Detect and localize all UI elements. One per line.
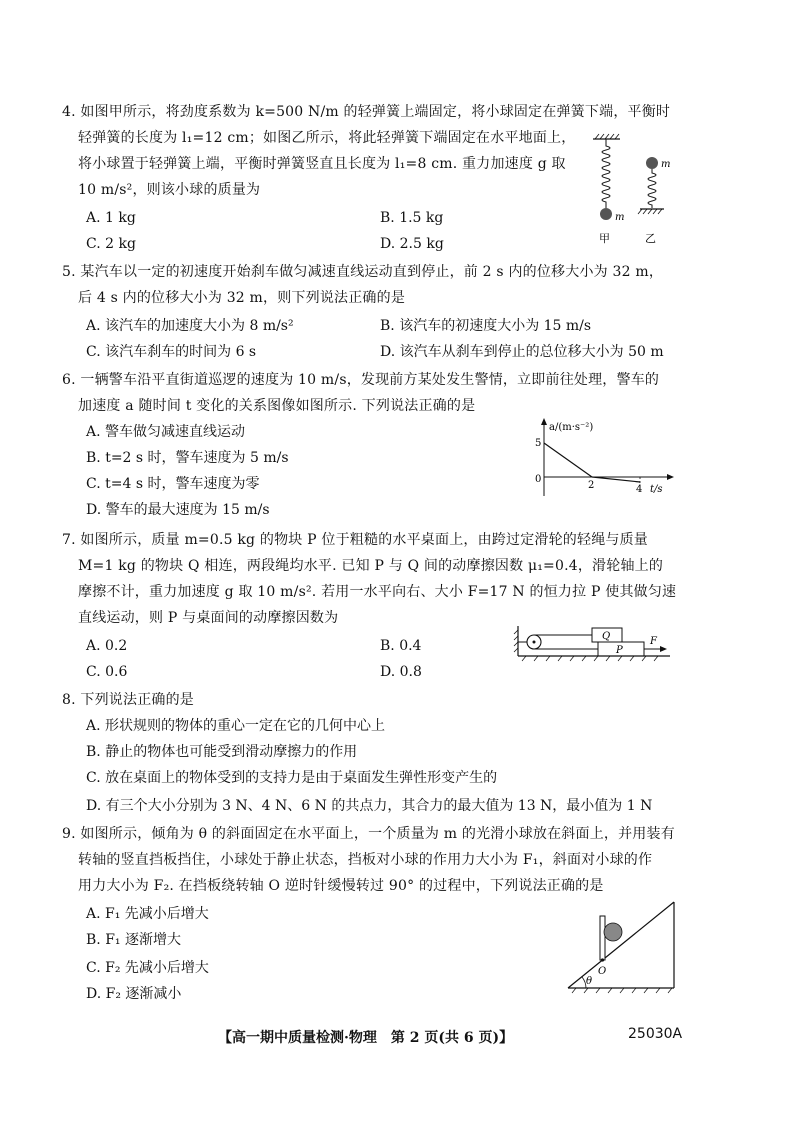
q7-fig-f-label: F	[650, 636, 657, 647]
q4-line-3: 将小球置于轻弹簧上端，平衡时弹簧竖直且长度为 l₁=8 cm. 重力加速度 g 取	[78, 156, 566, 172]
q6-line-2: 加速度 a 随时间 t 变化的关系图像如图所示. 下列说法正确的是	[78, 398, 476, 414]
q7-line-1: 7. 如图所示，质量 m=0.5 kg 的物块 P 位于粗糙的水平桌面上，由跨过定滑轮的轻绳与质量	[62, 532, 648, 548]
q8-line-1: 8. 下列说法正确的是	[62, 692, 195, 708]
q7-pulley-figure	[512, 620, 672, 664]
q6-line-1: 6. 一辆警车沿平直街道巡逻的速度为 10 m/s，发现前方某处发生警情，立即前往处理，警车的	[62, 372, 660, 388]
q7-fig-p-label: P	[616, 645, 623, 656]
q4-line-2: 轻弹簧的长度为 l₁=12 cm；如图乙所示，将此轻弹簧下端固定在水平地面上，	[78, 130, 576, 146]
q4-fig-ball-a-label: m	[615, 212, 625, 223]
q6-option-d: D. 警车的最大速度为 15 m/s	[86, 502, 270, 518]
ball-b-icon	[646, 157, 658, 169]
ball-a-icon	[600, 208, 612, 220]
q7-fig-q-label: Q	[602, 631, 611, 642]
q4-fig-jia-label: 甲	[599, 232, 610, 245]
q4-line-1: 4. 如图甲所示，将劲度系数为 k=500 N/m 的轻弹簧上端固定，将小球固定在弹簧下端，平衡时	[62, 104, 671, 120]
q5-option-a: A. 该汽车的加速度大小为 8 m/s²	[86, 318, 294, 334]
q6-graph-line-1	[544, 443, 592, 477]
q6-graph-y-label: a/(m·s⁻²)	[549, 422, 594, 433]
q7-line-4: 直线运动，则 P 与桌面间的动摩擦因数为	[78, 610, 339, 626]
q7-line-2: M=1 kg 的物块 Q 相连，两段绳均水平. 已知 P 与 Q 间的动摩擦因数 μ₁=0.4，滑轮轴上的	[78, 558, 664, 574]
q6-graph-x-label: t/s	[650, 484, 663, 495]
q9-option-c: C. F₂ 先减小后增大	[86, 960, 209, 976]
q4-option-d: D. 2.5 kg	[380, 236, 444, 252]
q6-graph-origin: 0	[535, 474, 542, 485]
page-footer-title: 【高一期中质量检测·物理 第 2 页(共 6 页)】	[218, 1030, 514, 1046]
q6-graph-line-2	[592, 477, 640, 482]
q6-graph-x-tick-2: 2	[588, 480, 595, 491]
q9-option-b: B. F₁ 逐渐增大	[86, 932, 181, 948]
q5-line-2: 后 4 s 内的位移大小为 32 m，则下列说法正确的是	[78, 290, 406, 306]
q5-option-c: C. 该汽车刹车的时间为 6 s	[86, 344, 257, 360]
q6-graph-y-tick: 5	[535, 438, 542, 449]
q6-option-b: B. t=2 s 时，警车速度为 5 m/s	[86, 450, 289, 466]
q9-line-3: 用力大小为 F₂. 在挡板绕转轴 O 逆时针缓慢转过 90° 的过程中，下列说法正确的是	[78, 878, 604, 894]
q4-spring-figure	[588, 130, 680, 248]
q8-option-b: B. 静止的物体也可能受到滑动摩擦力的作用	[86, 744, 358, 760]
q6-option-a: A. 警车做匀减速直线运动	[86, 424, 246, 440]
q4-option-a: A. 1 kg	[86, 210, 136, 226]
q7-option-d: D. 0.8	[380, 664, 422, 680]
q4-fig-ball-b-label: m	[661, 159, 671, 170]
q4-fig-yi-label: 乙	[645, 232, 656, 245]
q4-line-4: 10 m/s²，则该小球的质量为	[78, 182, 261, 198]
q7-line-3: 摩擦不计，重力加速度 g 取 10 m/s². 若用一水平向右、大小 F=17 N 的恒力拉 P 使其做匀速	[78, 584, 677, 600]
q9-incline-figure	[560, 898, 684, 1000]
q4-option-c: C. 2 kg	[86, 236, 136, 252]
q9-line-2: 转轴的竖直挡板挡住，小球处于静止状态，挡板对小球的作用力大小为 F₁，斜面对小球的作	[78, 852, 653, 868]
q8-option-c: C. 放在桌面上的物体受到的支持力是由于桌面发生弹性形变产生的	[86, 770, 498, 786]
q6-graph-x-tick-4: 4	[636, 484, 643, 495]
q4-option-b: B. 1.5 kg	[380, 210, 444, 226]
q8-option-a: A. 形状规则的物体的重心一定在它的几何中心上	[86, 718, 386, 734]
q7-option-b: B. 0.4	[380, 638, 422, 654]
q9-line-1: 9. 如图所示，倾角为 θ 的斜面固定在水平面上，一个质量为 m 的光滑小球放在斜面上，并用装有	[62, 826, 675, 842]
q9-fig-theta-label: θ	[586, 976, 593, 987]
q9-fig-o-label: O	[598, 966, 607, 977]
q9-option-a: A. F₁ 先减小后增大	[86, 906, 209, 922]
q8-option-d: D. 有三个大小分别为 3 N、4 N、6 N 的共点力，其合力的最大值为 13 N，最小值为 1 N	[86, 798, 653, 814]
q5-option-b: B. 该汽车的初速度大小为 15 m/s	[380, 318, 592, 334]
page-footer-code: 25030A	[628, 1026, 683, 1042]
q7-option-a: A. 0.2	[86, 638, 128, 654]
q5-option-d: D. 该汽车从刹车到停止的总位移大小为 50 m	[380, 344, 664, 360]
q9-option-d: D. F₂ 逐渐减小	[86, 986, 182, 1002]
q6-option-c: C. t=4 s 时，警车速度为零	[86, 476, 260, 492]
ball-icon	[604, 923, 622, 941]
q5-line-1: 5. 某汽车以一定的初速度开始刹车做匀减速直线运动直到停止，前 2 s 内的位移大小为 32 m，	[62, 264, 664, 280]
q7-option-c: C. 0.6	[86, 664, 128, 680]
q6-acceleration-graph	[524, 416, 676, 502]
